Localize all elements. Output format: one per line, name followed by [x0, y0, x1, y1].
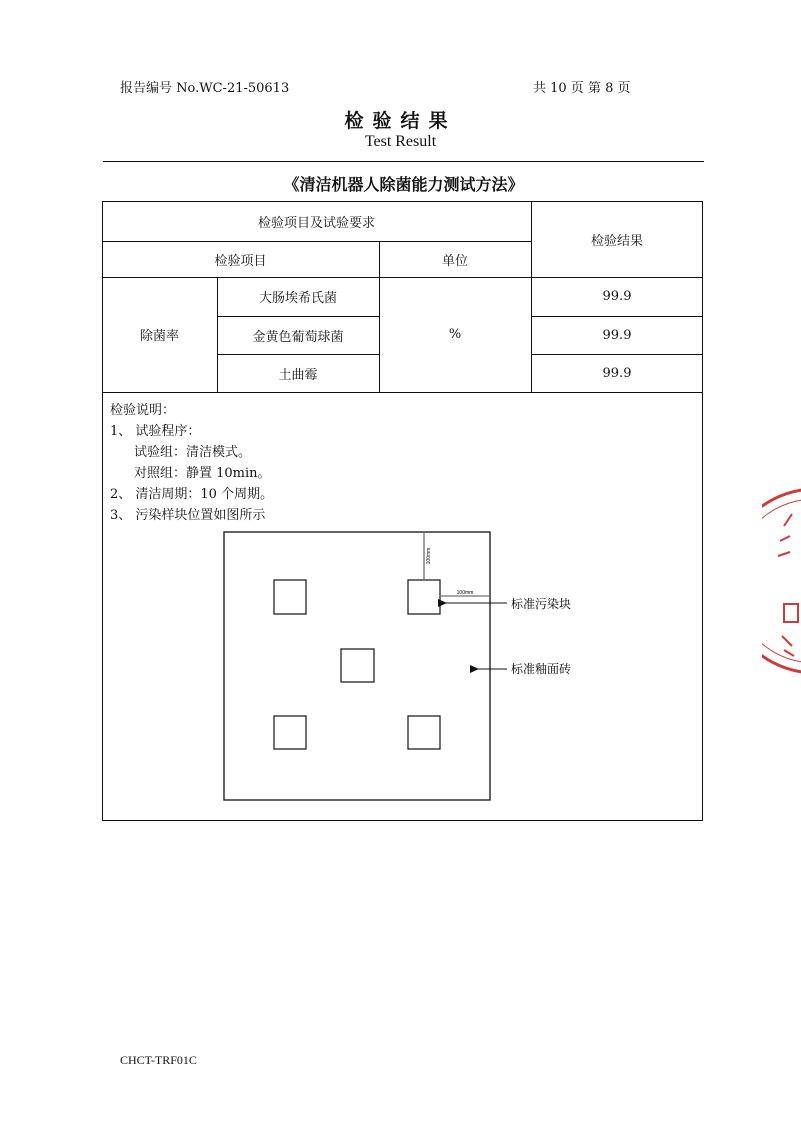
- note-line: 2、 清洁周期：10 个周期。: [110, 487, 274, 502]
- note-line: 试验组：清洁模式。: [134, 445, 252, 460]
- header-group-cell: 检验项目及试验要求: [257, 215, 375, 231]
- item-header-cell: 检验项目: [214, 253, 267, 269]
- item-cell: 大肠埃希氏菌: [258, 291, 337, 306]
- seal-stamp: [762, 486, 801, 676]
- dim-horizontal-label: 100mm: [456, 590, 474, 596]
- page-title: 检验结果: [344, 110, 457, 132]
- report-number: 报告编号 No.WC-21-50613: [120, 81, 290, 96]
- tile-label: 标准釉面砖: [511, 662, 572, 676]
- result-cell: 99.9: [602, 365, 632, 381]
- result-cell: 99.9: [602, 327, 632, 343]
- unit-header-cell: 单位: [441, 253, 468, 269]
- item-cell: 金黄色葡萄球菌: [252, 329, 344, 345]
- result-header-cell: 检验结果: [590, 233, 643, 249]
- page-subtitle: Test Result: [364, 133, 437, 150]
- note-line: 3、 污染样块位置如图所示: [110, 508, 266, 523]
- contamination-block: [408, 716, 440, 749]
- standard-title: 《清洁机器人除菌能力测试方法》: [283, 175, 524, 194]
- sample-layout-diagram: [210, 520, 610, 810]
- block-label: 标准污染块: [511, 597, 572, 611]
- result-cell: 99.9: [602, 289, 632, 304]
- page-info: 共 10 页 第 8 页: [533, 81, 631, 96]
- contamination-block: [341, 649, 374, 682]
- item-cell: 土曲霉: [278, 367, 318, 383]
- note-line: 对照组：静置 10min。: [134, 466, 271, 481]
- dim-vertical-label: 100mm: [426, 547, 432, 565]
- contamination-block: [274, 580, 306, 614]
- category-cell: 除菌率: [139, 329, 179, 344]
- contamination-block: [408, 580, 440, 614]
- table-line: [102, 392, 703, 393]
- note-line: 1、 试验程序：: [110, 424, 201, 439]
- unit-cell: %: [448, 327, 462, 342]
- form-code: CHCT-TRF01C: [120, 1053, 197, 1067]
- title-divider: [103, 161, 704, 162]
- contamination-block: [274, 716, 306, 749]
- notes-heading: 检验说明：: [110, 403, 176, 418]
